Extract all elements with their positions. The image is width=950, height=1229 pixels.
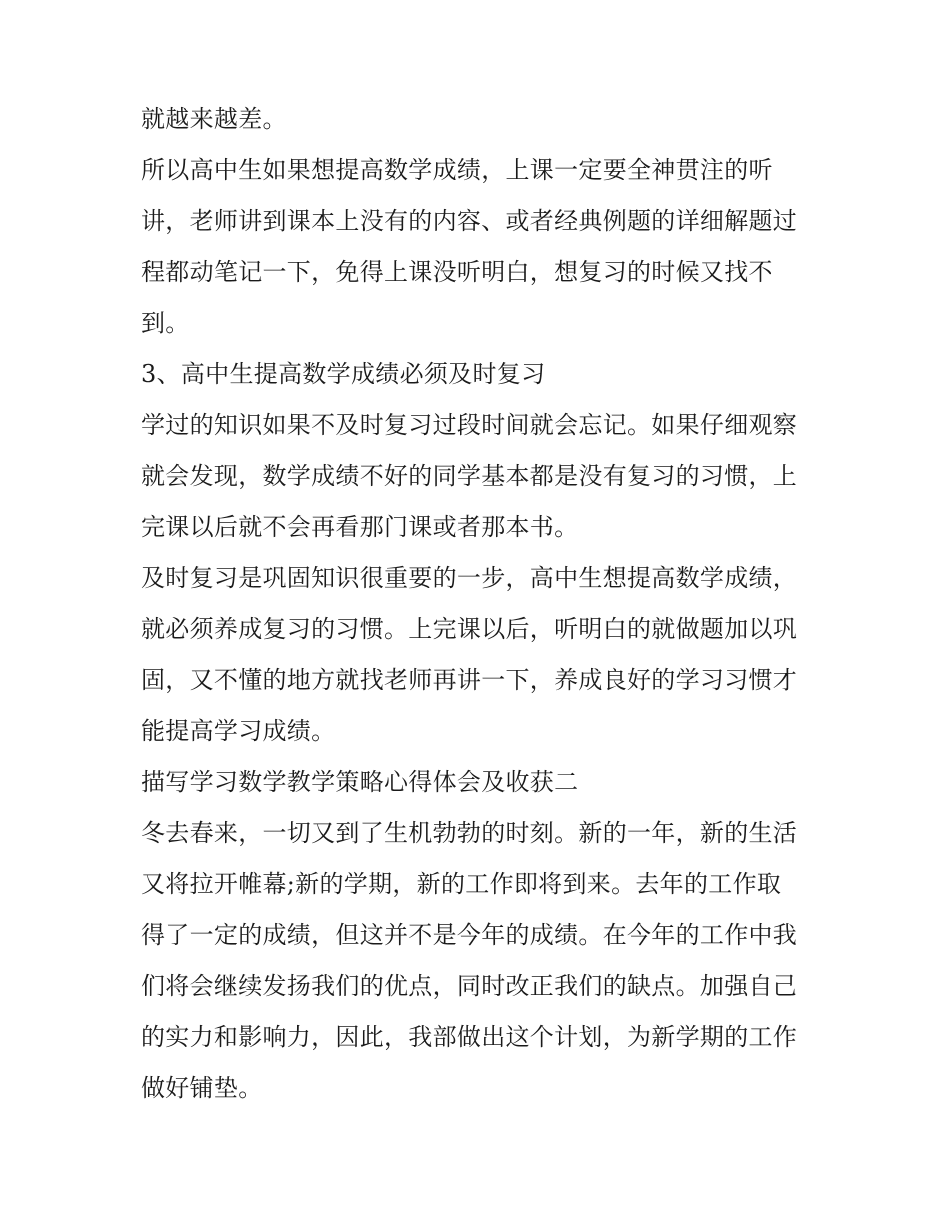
section-heading: 描写学习数学教学策略心得体会及收获二 bbox=[141, 768, 579, 796]
text-line: 就越来越差。 bbox=[141, 105, 287, 133]
document-page bbox=[141, 107, 821, 1127]
section-heading: 3、高中生提高数学成绩必须及时复习 bbox=[141, 360, 546, 388]
text-line: 得了一定的成绩，但这并不是今年的成绩。在今年的工作中我 bbox=[141, 921, 798, 949]
text-line: 的实力和影响力，因此，我部做出这个计划，为新学期的工作 bbox=[141, 1023, 798, 1051]
text-line: 能提高学习成绩。 bbox=[141, 717, 336, 745]
text-line: 冬去春来，一切又到了生机勃勃的时刻。新的一年，新的生活 bbox=[141, 819, 798, 847]
text-line: 及时复习是巩固知识很重要的一步，高中生想提高数学成绩， bbox=[141, 564, 798, 592]
text-line: 完课以后就不会再看那门课或者那本书。 bbox=[141, 513, 579, 541]
text-line: 就必须养成复习的习惯。上完课以后，听明白的就做题加以巩 bbox=[141, 615, 798, 643]
text-line: 到。 bbox=[141, 309, 190, 337]
text-line: 固，又不懂的地方就找老师再讲一下，养成良好的学习习惯才 bbox=[141, 666, 798, 694]
text-line: 做好铺垫。 bbox=[141, 1074, 263, 1102]
text-line: 就会发现，数学成绩不好的同学基本都是没有复习的习惯，上 bbox=[141, 462, 798, 490]
text-line: 们将会继续发扬我们的优点，同时改正我们的缺点。加强自己 bbox=[141, 972, 798, 1000]
text-line: 讲，老师讲到课本上没有的内容、或者经典例题的详细解题过 bbox=[141, 207, 798, 235]
text-line: 程都动笔记一下，免得上课没听明白，想复习的时候又找不 bbox=[141, 258, 773, 286]
text-line: 所以高中生如果想提高数学成绩，上课一定要全神贯注的听 bbox=[141, 156, 773, 184]
text-line: 又将拉开帷幕;新的学期，新的工作即将到来。去年的工作取 bbox=[141, 870, 782, 898]
text-line: 学过的知识如果不及时复习过段时间就会忘记。如果仔细观察 bbox=[141, 411, 798, 439]
